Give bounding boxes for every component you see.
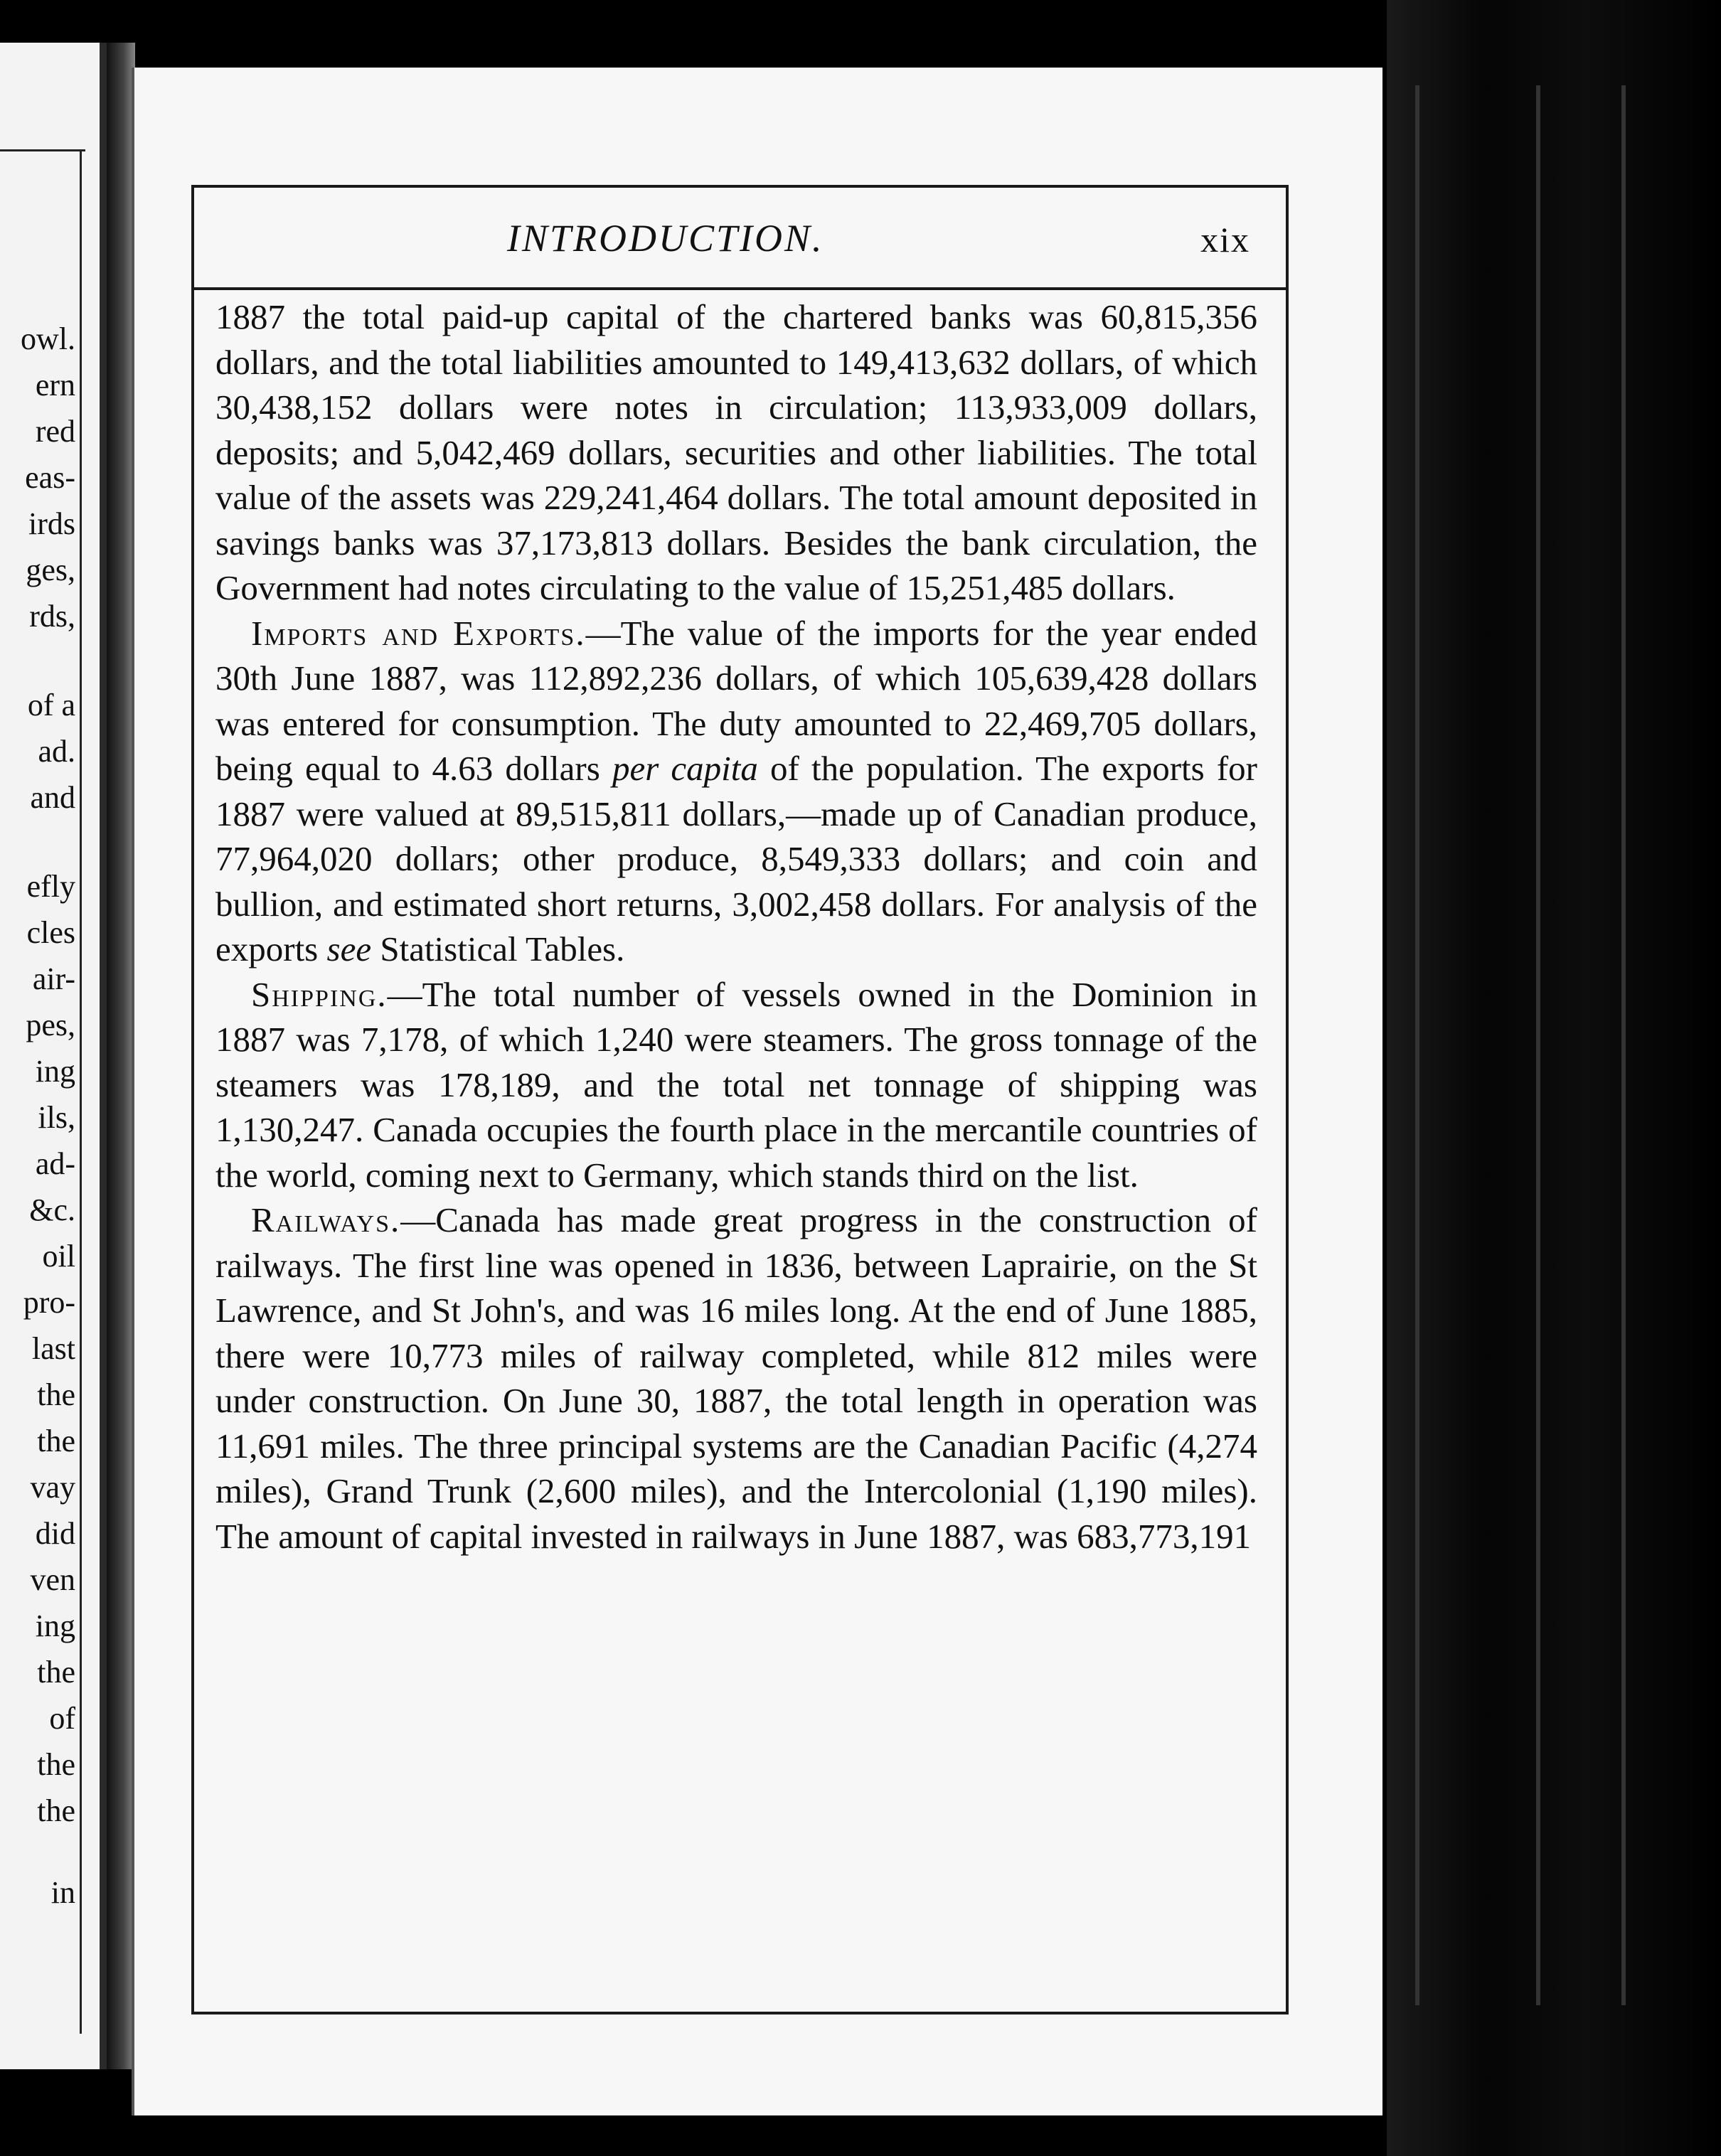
paragraph-shipping (215, 972, 1257, 1198)
facing-page-fragment: ges, (26, 553, 75, 587)
section-heading: Railways. (251, 1200, 401, 1239)
facing-page-fragment: &c. (29, 1192, 75, 1227)
facing-page-fragment: and (30, 780, 75, 815)
facing-page-fragment: red (35, 414, 75, 449)
facing-page-fragment: ils, (38, 1100, 75, 1135)
facing-page-fragment: of a (27, 688, 75, 722)
binding-edge (1415, 85, 1419, 2005)
dark-background (1387, 0, 1721, 2156)
paragraph-imports-exports (215, 611, 1257, 972)
facing-page-fragment: the (37, 1793, 75, 1828)
facing-page-fragment: eas- (25, 460, 75, 495)
facing-page-fragment: ven (30, 1562, 75, 1597)
paragraph-text: —Canada has made great progress in the construction of railways. The first line was opened in 1836, between Laprairie, on the St Lawrence, and St John's, and was 16 miles long. At the end of June 1885, there were 10,773 miles of railway completed, while 812 miles were under construction. On June 30, 1887, the total length in operation was 11,691 miles. The three principal systems are the Canadian Pacific (4,274 miles), Grand Trunk (2,600 miles), and the Intercolonial (1,190 miles). The amount of capital invested in railways in June 1887, was 683,773,191 (215, 1200, 1257, 1556)
paragraph-banking: 1887 the total paid-up capital of the chartered banks was 60,815,356 dollars, and the total liabilities amounted to 149,413,632 dollars, of which 30,438,152 dollars were notes in circulation; 113,933,009 dollars, deposits; and 5,042,469 dollars, securities and other liabilities. The total value of the assets was 229,241,464 dollars. The total amount deposited in savings banks was 37,173,813 dollars. Besides the bank circulation, the Government had notes circulating to the value of 15,251,485 dollars. (215, 297, 1257, 607)
section-heading: Imports and Exports. (251, 613, 586, 653)
facing-page-fragment: rds, (29, 599, 75, 634)
facing-page-fragment: air- (32, 961, 75, 996)
facing-page-fragment: vay (30, 1470, 75, 1505)
facing-page-fragment: oil (42, 1239, 75, 1274)
facing-page-fragment: last (31, 1331, 75, 1366)
binding-edge (1621, 85, 1626, 2005)
facing-page (0, 43, 110, 2069)
facing-page-fragment: the (37, 1424, 75, 1458)
text-frame (191, 185, 1289, 2014)
facing-page-fragment: in (50, 1875, 75, 1910)
facing-page-fragment: pes, (26, 1008, 75, 1042)
facing-page-fragment: did (35, 1516, 75, 1551)
body-text (215, 294, 1257, 1559)
italic-text: per capita (612, 749, 758, 788)
facing-page-fragment: pro- (23, 1285, 75, 1320)
facing-page-fragment: of (49, 1701, 75, 1736)
section-heading: Shipping. (251, 974, 388, 1014)
facing-page-fragment: ad. (38, 734, 75, 769)
facing-page-fragment: cles (26, 915, 75, 950)
paragraph-railways (215, 1197, 1257, 1559)
page-number: xix (1200, 220, 1250, 260)
italic-text: see (326, 929, 372, 968)
facing-page-fragment: efly (26, 869, 75, 904)
running-title: INTRODUCTION. (507, 217, 824, 260)
facing-page-rule (0, 149, 85, 151)
facing-page-rule (80, 149, 82, 2034)
book-gutter (107, 43, 135, 2069)
page-header (194, 188, 1286, 290)
binding-edge (1536, 85, 1540, 2005)
facing-page-fragment: ing (35, 1054, 75, 1089)
facing-page-fragment: the (37, 1747, 75, 1782)
facing-page-fragment: the (37, 1377, 75, 1412)
facing-page-fragment: irds (28, 506, 75, 541)
paragraph-text: of the population. The exports for 1887 were valued at 89,515,811 dollars,—made up of Canadian produce, 77,964,020 dollars; other produce, 8,549,333 dollars; and coin and bullion, and estimated short returns, 3,002,458 dollars. For analysis of the exports (215, 749, 1258, 968)
paragraph-text: —The value of the imports for the year ended 30th June 1887, was 112,892,236 dollars, of which 105,639,428 dollars was entered for consumption. The duty amounted to 22,469,705 dollars, being equal to 4.63 dollars (215, 613, 1258, 788)
book-page (132, 68, 1382, 2115)
facing-page-fragment: ing (35, 1608, 75, 1643)
facing-page-fragment: owl. (21, 321, 75, 356)
facing-page-fragment: ad- (35, 1146, 75, 1181)
facing-page-fragment: the (37, 1655, 75, 1690)
facing-page-fragment: ern (35, 368, 75, 402)
paragraph-text: Statistical Tables. (371, 929, 625, 968)
paragraph-text: —The total number of vessels owned in the Dominion in 1887 was 7,178, of which 1,240 were steamers. The gross tonnage of the steamers was 178,189, and the total net tonnage of shipping was 1,130,247. Canada occupies the fourth place in the mercantile countries of the world, coming next to Germany, which stands third on the list. (215, 974, 1257, 1195)
